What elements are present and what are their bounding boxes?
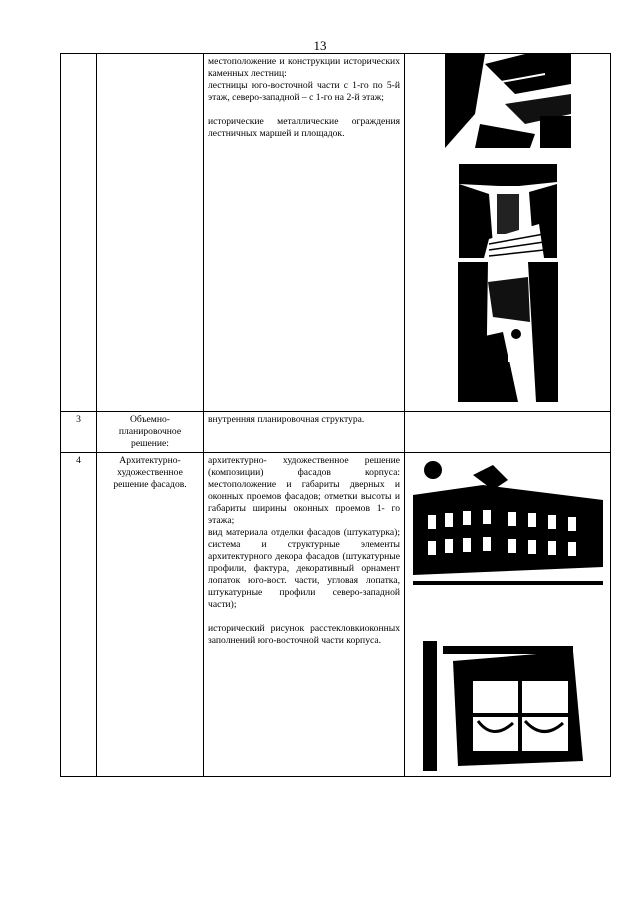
description-paragraph: исторические металлические ограждения лестничных маршей и площадок. — [208, 116, 400, 139]
page-number: 13 — [313, 38, 327, 53]
description-paragraph: исторический рисунок расстекловкиоконных заполнений юго-восточной части корпуса. — [208, 623, 400, 646]
protection-subject-table — [60, 53, 611, 777]
row-number-cell: 3 — [61, 412, 97, 453]
element-name-cell: Объемно-планировочное решение: — [97, 412, 204, 453]
photo-cell — [405, 412, 611, 453]
description-cell — [204, 54, 405, 412]
table-row — [61, 412, 611, 453]
row-number-cell: 4 — [61, 453, 97, 777]
description-paragraph: вид материала отделки фасадов (штукатурка); система и структурные элементы архитектурного декора фасадов (штукатурные профили, фактура, декоративный орнамент лопаток юго-вост. части, угловая лопатка, штукатурные профили северо-западной части); — [208, 527, 400, 610]
element-name-cell — [97, 54, 204, 412]
photo-cell — [405, 54, 611, 412]
table-row — [61, 453, 611, 777]
staircase-photo-2 — [459, 164, 557, 258]
element-name-cell: Архитектурно-художественное решение фасадов. — [97, 453, 204, 777]
facade-photo — [413, 455, 603, 599]
row-number-cell — [61, 54, 97, 412]
staircase-photo-1 — [445, 54, 571, 148]
table-row — [61, 54, 611, 412]
description-paragraph: внутренняя планировочная структура. — [208, 414, 365, 425]
photo-cell — [405, 453, 611, 777]
description-paragraph: лестницы юго-восточной части с 1-го по 5-й этаж, северо-западной – с 1-го на 2-й этаж; — [208, 80, 400, 103]
description-cell — [204, 453, 405, 777]
description-cell — [204, 412, 405, 453]
description-paragraph: местоположение и конструкции исторических каменных лестниц: — [208, 56, 400, 79]
description-paragraph: архитектурно- художественное решение (композиции) фасадов корпуса: местоположение и габариты дверных и оконных проемов фасадов; отметки высоты и габариты ширины оконных проемов 1- го этажа; — [208, 455, 400, 526]
window-photo — [423, 641, 593, 771]
staircase-photo-3 — [458, 262, 558, 402]
